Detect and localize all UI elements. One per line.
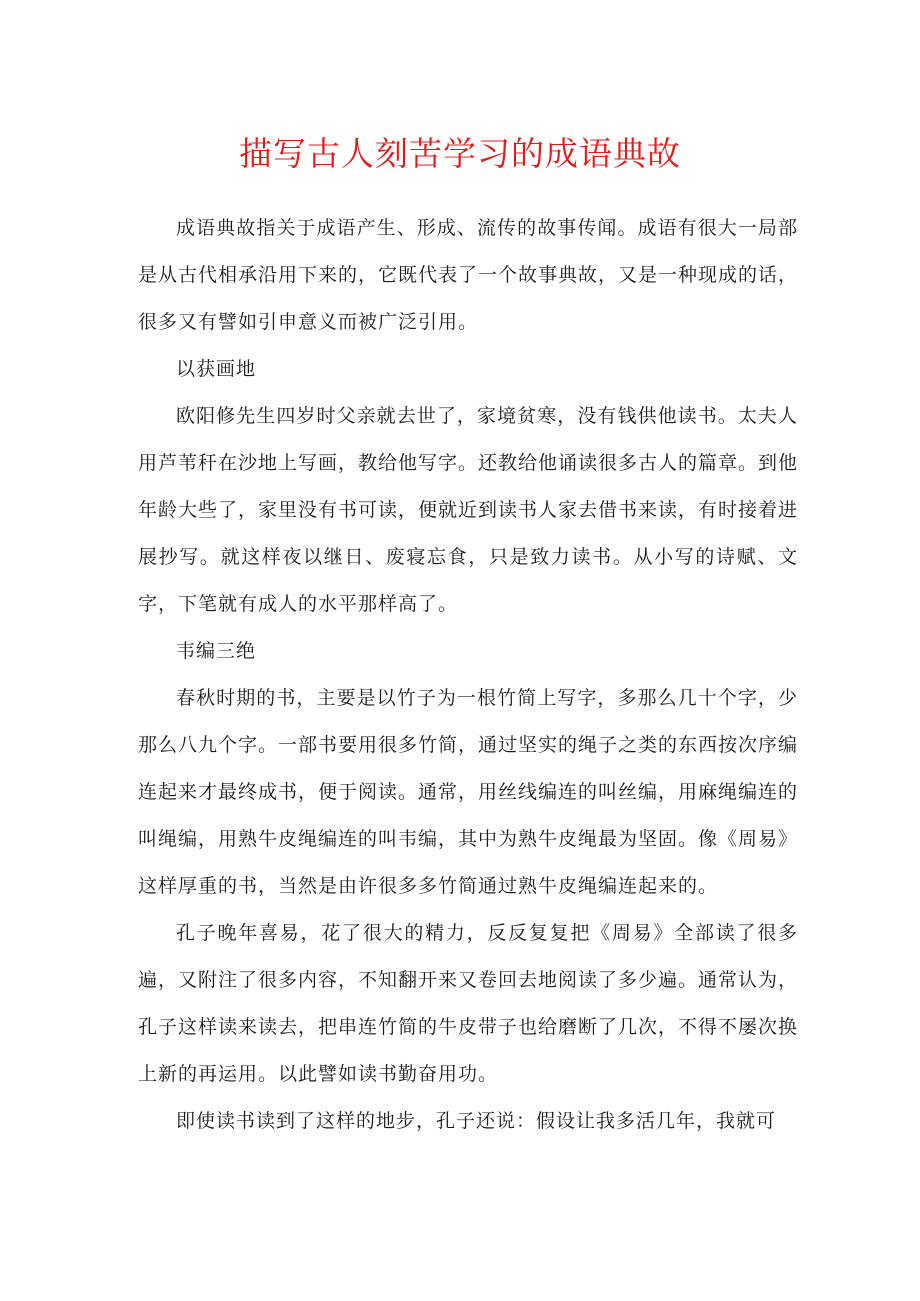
confucius-paragraph: 孔子晚年喜易，花了很大的精力，反反复复把《周易》全部读了很多遍，又附注了很多内容，不知翻开来又卷回去地阅读了多少遍。通常认为，孔子这样读来读去，把串连竹简的牛皮带子也给磨断了几次，不得不屡次换上新的再运用。以此譬如读书勤奋用功。 [138,922,799,1085]
document-title: 描写古人刻苦学习的成语典故 [239,134,681,173]
bamboo-slips-paragraph: 春秋时期的书，主要是以竹子为一根竹简上写字，多那么几十个字，少那么八九个字。一部书要用很多竹简，通过坚实的绳子之类的东西按次序编连起来才最终成书，便于阅读。通常，用丝线编连的叫丝编，用麻绳编连的叫绳编，用熟牛皮绳编连的叫韦编，其中为熟牛皮绳最为坚固。像《周易》这样厚重的书，当然是由许很多多竹简通过熟牛皮绳编连起来的。 [138,687,799,897]
document-body [138,205,798,1145]
ouyang-xiu-paragraph: 欧阳修先生四岁时父亲就去世了，家境贫寒，没有钱供他读书。太夫人用芦苇秆在沙地上写画，教给他写字。还教给他诵读很多古人的篇章。到他年龄大些了，家里没有书可读，便就近到读书人家去借书来读，有时接着进展抄写。就这样夜以继日、废寝忘食，只是致力读书。从小写的诗赋、文字，下笔就有成人的水平那样高了。 [138,405,799,615]
section-heading-wei-bian-san-jue: 韦编三绝 [176,640,257,662]
intro-paragraph: 成语典故指关于成语产生、形成、流传的故事传闻。成语有很大一局部是从古代相承沿用下来的，它既代表了一个故事典故，又是一种现成的话，很多又有譬如引申意义而被广泛引用。 [138,217,799,333]
section-heading-yi-huo-hua-di: 以获画地 [176,358,257,380]
confucius-quote-paragraph: 即使读书读到了这样的地步，孔子还说：假设让我多活几年，我就可 [176,1110,777,1132]
